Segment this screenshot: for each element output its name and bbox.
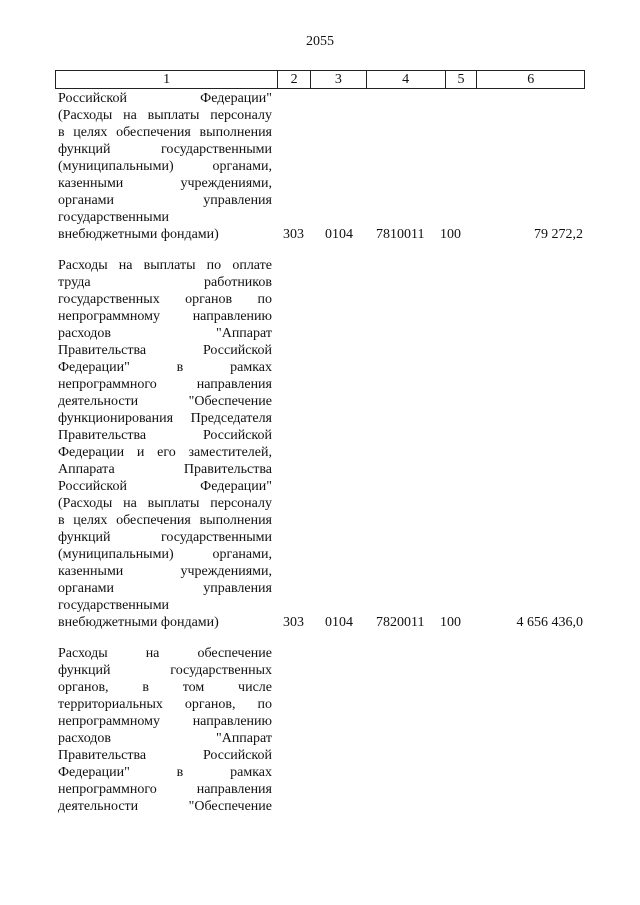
row-3-line: Расходы на обеспечение <box>58 646 272 661</box>
row-2-line: Расходы на выплаты по оплате <box>58 258 272 273</box>
row-2-line: непрограммного направления <box>58 377 272 392</box>
row-2-col-3: 0104 <box>325 615 353 630</box>
row-3-line: непрограммного направления <box>58 782 272 797</box>
row-1-description <box>58 90 272 243</box>
row-2-line: Аппарата Правительства <box>58 462 272 477</box>
row-1-line: в целях обеспечения выполнения <box>58 125 272 140</box>
row-2-line: Правительства Российской <box>58 428 272 443</box>
row-3-line: деятельности "Обеспечение <box>58 799 272 814</box>
row-1-line: функций государственными <box>58 142 272 157</box>
page-number: 2055 <box>306 34 334 49</box>
header-col-6: 6 <box>527 72 535 87</box>
row-1-line: (Расходы на выплаты персоналу <box>58 108 272 123</box>
row-2-col-6: 4 656 436,0 <box>516 615 583 630</box>
row-2-line: Федерации и его заместителей, <box>58 445 272 460</box>
row-3-line: Правительства Российской <box>58 748 272 763</box>
row-2-line: (муниципальными) органами, <box>58 547 272 562</box>
row-2-col-5: 100 <box>440 615 461 630</box>
row-1-line: органами управления <box>58 193 272 208</box>
row-3-line: Федерации" в рамках <box>58 765 272 780</box>
row-2-line: в целях обеспечения выполнения <box>58 513 272 528</box>
row-1-col-2: 303 <box>283 227 304 242</box>
row-2-line: казенными учреждениями, <box>58 564 272 579</box>
row-2-description <box>58 257 272 631</box>
row-2-line: государственных органов по <box>58 292 272 307</box>
row-3-line: расходов "Аппарат <box>58 731 272 746</box>
row-3-line: функций государственных <box>58 663 272 678</box>
row-2-line: органами управления <box>58 581 272 596</box>
row-1-line: Российской Федерации" <box>58 91 272 106</box>
row-2-col-4: 7820011 <box>376 615 425 630</box>
row-2-line: расходов "Аппарат <box>58 326 272 341</box>
row-1-line: государственными <box>58 210 170 225</box>
row-2-col-2: 303 <box>283 615 304 630</box>
row-3-line: органов, в том числе <box>58 680 272 695</box>
table-header <box>55 70 585 89</box>
header-col-2: 2 <box>278 71 311 88</box>
header-col-5: 5 <box>446 71 478 88</box>
row-1-line: казенными учреждениями, <box>58 176 272 191</box>
row-3-line: непрограммному направлению <box>58 714 272 729</box>
row-2-line: государственными <box>58 598 170 613</box>
row-2-line: функционирования Председателя <box>58 411 272 426</box>
row-2-line: труда работников <box>58 275 272 290</box>
header-col-4: 4 <box>367 71 446 88</box>
row-1-col-4: 7810011 <box>376 227 425 242</box>
row-2-line: Российской Федерации" <box>58 479 272 494</box>
row-3-description <box>58 645 272 815</box>
row-3-line: территориальных органов, по <box>58 697 272 712</box>
row-2-line: Правительства Российской <box>58 343 272 358</box>
row-2-line: (Расходы на выплаты персоналу <box>58 496 272 511</box>
row-2-line: Федерации" в рамках <box>58 360 272 375</box>
row-2-line: деятельности "Обеспечение <box>58 394 272 409</box>
row-1-col-5: 100 <box>440 227 461 242</box>
row-2-line: функций государственными <box>58 530 272 545</box>
header-col-3: 3 <box>311 71 367 88</box>
row-1-col-6: 79 272,2 <box>534 227 583 242</box>
row-1-line: внебюджетными фондами) <box>58 227 219 242</box>
header-col-1: 1 <box>56 71 278 88</box>
row-2-line: непрограммному направлению <box>58 309 272 324</box>
row-1-line: (муниципальными) органами, <box>58 159 272 174</box>
row-2-line: внебюджетными фондами) <box>58 615 219 630</box>
row-1-col-3: 0104 <box>325 227 353 242</box>
